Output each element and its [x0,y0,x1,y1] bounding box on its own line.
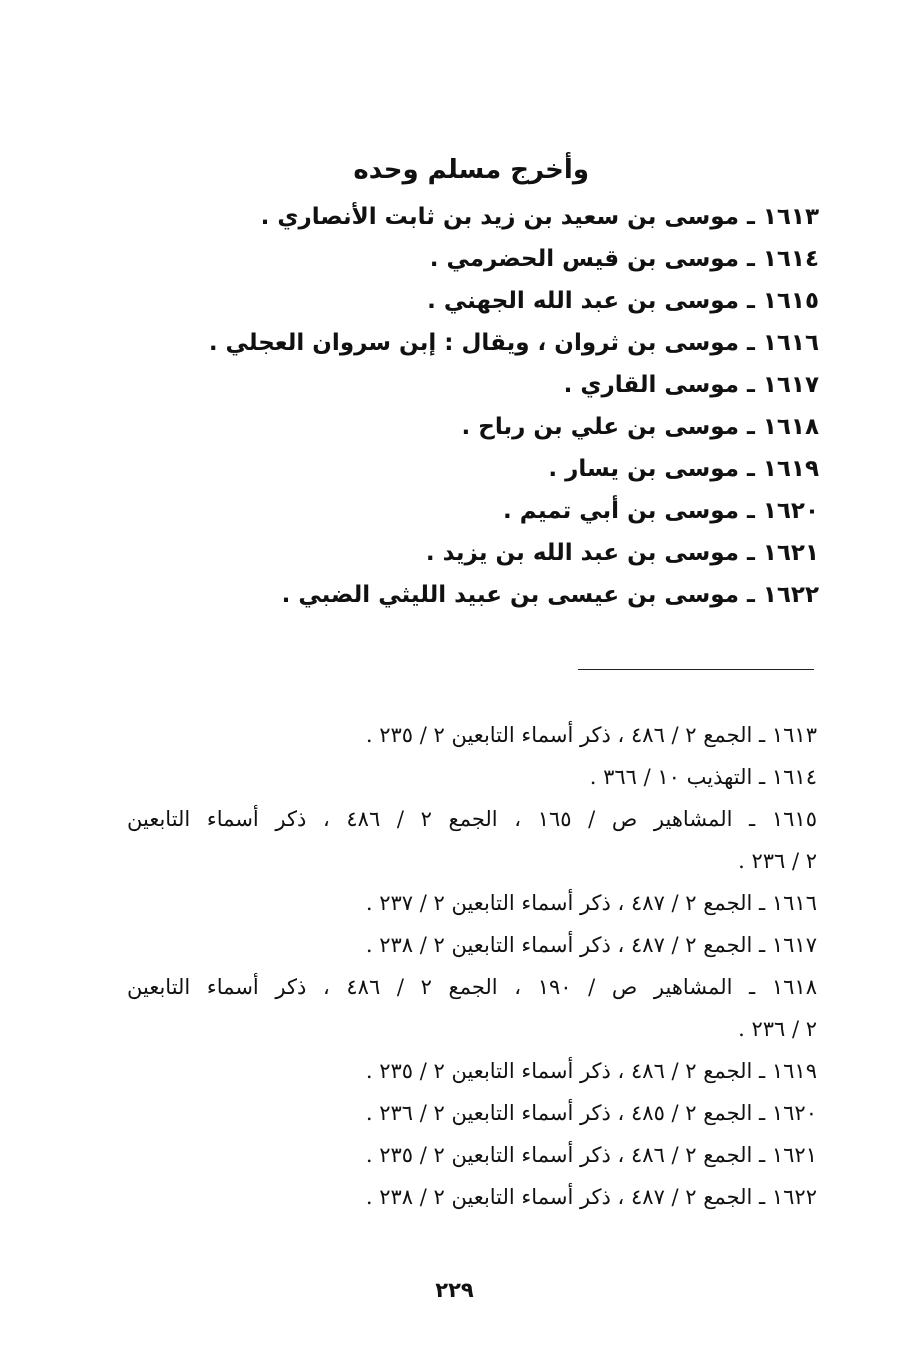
footnote [127,882,817,924]
narrator-entry: ١٦١٣ ـ موسى بن سعيد بن زيد بن ثابت الأنصاري . [260,204,819,230]
section-heading: وأخرج مسلم وحده [353,155,589,185]
page-number: ٢٢٩ [435,1278,474,1302]
narrator-entry: ١٦٢٠ ـ موسى بن أبي تميم . [503,498,819,524]
footnote-continuation: ٢ / ٢٣٦ . [738,1017,817,1041]
footnote [127,1092,817,1134]
narrator-entry: ١٦١٩ ـ موسى بن يسار . [548,456,819,482]
footnote-line: ١٦١٧ ـ الجمع ٢ / ٤٨٧ ، ذكر أسماء التابعين ٢ / ٢٣٨ . [365,933,817,957]
footnote [127,798,817,882]
footnote [127,1134,817,1176]
footnote-line: ١٦٢٠ ـ الجمع ٢ / ٤٨٥ ، ذكر أسماء التابعين ٢ / ٢٣٦ . [365,1101,817,1125]
narrator-entry: ١٦١٨ ـ موسى بن علي بن رباح . [461,414,819,440]
narrator-entry: ١٦٢٢ ـ موسى بن عيسى بن عبيد الليثي الضبي . [281,582,819,608]
narrator-entry: ١٦١٧ ـ موسى القاري . [563,372,819,398]
narrator-entry: ١٦١٥ ـ موسى بن عبد الله الجهني . [427,288,819,314]
footnote-line: ١٦١٤ ـ التهذيب ١٠ / ٣٦٦ . [589,765,817,789]
footnote-continuation: ٢ / ٢٣٦ . [738,849,817,873]
footnote-line: ١٦٢٢ ـ الجمع ٢ / ٤٨٧ ، ذكر أسماء التابعين ٢ / ٢٣٨ . [365,1185,817,1209]
footnote [127,1176,817,1218]
footnote [127,714,817,756]
footnote [127,966,817,1050]
footnotes-list [127,714,817,1218]
footnote [127,924,817,966]
narrator-entry: ١٦١٤ ـ موسى بن قيس الحضرمي . [429,246,819,272]
footnote [127,1050,817,1092]
footnote-line: ١٦١٥ ـ المشاهير ص / ١٦٥ ، الجمع ٢ / ٤٨٦ ، ذكر أسماء التابعين [127,807,817,831]
footnote-line: ١٦١٨ ـ المشاهير ص / ١٩٠ ، الجمع ٢ / ٤٨٦ ، ذكر أسماء التابعين [127,975,817,999]
footnote-line: ١٦٢١ ـ الجمع ٢ / ٤٨٦ ، ذكر أسماء التابعين ٢ / ٢٣٥ . [365,1143,817,1167]
footnote [127,756,817,798]
footnote-line: ١٦١٣ ـ الجمع ٢ / ٤٨٦ ، ذكر أسماء التابعين ٢ / ٢٣٥ . [365,723,817,747]
footnote-line: ١٦١٦ ـ الجمع ٢ / ٤٨٧ ، ذكر أسماء التابعين ٢ / ٢٣٧ . [365,891,817,915]
narrator-list [99,196,819,616]
narrator-entry: ١٦٢١ ـ موسى بن عبد الله بن يزيد . [425,540,819,566]
footnote-divider [578,669,814,670]
footnote-line: ١٦١٩ ـ الجمع ٢ / ٤٨٦ ، ذكر أسماء التابعين ٢ / ٢٣٥ . [365,1059,817,1083]
narrator-entry: ١٦١٦ ـ موسى بن ثروان ، ويقال : إبن سروان العجلي . [208,330,819,356]
